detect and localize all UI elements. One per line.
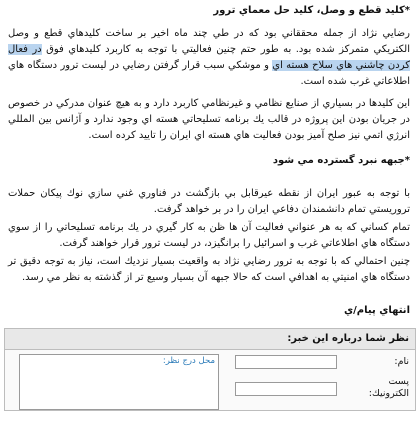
paragraph-text: و موشكي سبب قرار گرفتن رضايي در ليست ترور دستگاه هاي اطلاعاتي غرب شده است. — [8, 60, 410, 87]
article-section-title: *كليد قطع و وصل، كليد حل معماي ترور — [213, 5, 410, 16]
comment-textarea-placeholder: محل درج نظر: — [162, 356, 215, 366]
article-paragraph: اين كليدها در بسياري از صنايع نظامي و غيرنظامي كاربرد دارد و به هيچ عنوان مدركي در خصوص در جريان بودن اين پروژه در قالب يك برنامه تسليحاتي هسته اي وجود ندارد و آژانس بين المللي انرژي اتمي نيز صلح آميز بودن فعاليت هاي هسته اي ايران را تاييد كرده است. — [8, 98, 410, 141]
name-input[interactable] — [235, 355, 337, 369]
article-paragraph — [8, 26, 410, 90]
article-paragraph: چنين احتمالي كه با توجه به ترور رضايي نژاد به واقعيت بسيار نزديك است، نياز به توجه دقيق تر دستگاه هاي امنيتي به اهدافي است كه حالا جبهه آن بسيار وسيع تر از گذشته به نظر مي رسد. — [8, 256, 410, 283]
name-label: نام: — [394, 356, 409, 367]
email-input[interactable] — [235, 382, 337, 396]
article-paragraph: با توجه به عبور ايران از نقطه عيرقابل بي بازگشت در فناوري غني سازي نوك پيكان حملات تروريستي تمام دانشمندان دفاعي ايران را در بر خواهد گرفت. — [8, 188, 410, 215]
comment-textarea[interactable] — [19, 354, 219, 410]
article-signature: انتهاي پيام/ي — [343, 305, 410, 316]
email-label-line2: الكترونيك: — [368, 388, 409, 399]
comment-form — [4, 328, 416, 411]
article-paragraph: تمام كساني كه به هر عنواني فعاليت آن ها ظن به كار گيري در يك برنامه تسليحاتي را از سوي دستگاه هاي اطلاعاتي غرب و اسرائيل را برانگيزد، در ليست ترور قرار خواهند گرفت. — [8, 222, 410, 249]
email-label-line1: پست — [388, 376, 409, 387]
comment-form-header: نظر شما درباره اين خبر: — [5, 329, 415, 350]
paragraph-text: رضايي نژاد از جمله محققاني بود كه در طي چند ماه اخير بر ساخت كليدهاي قطع و وصل الكتريكي متمركز شده بود. به طور حتم چنين فعاليتي با توجه به كاربرد كليدهاي فوق — [8, 28, 410, 55]
comment-form-body — [5, 350, 415, 410]
selected-text[interactable]: در فعال كردن چاشني هاي سلاح هسته اي — [8, 44, 411, 71]
article-subheading: *جبهه نبرد گسترده مي شود — [272, 155, 410, 166]
